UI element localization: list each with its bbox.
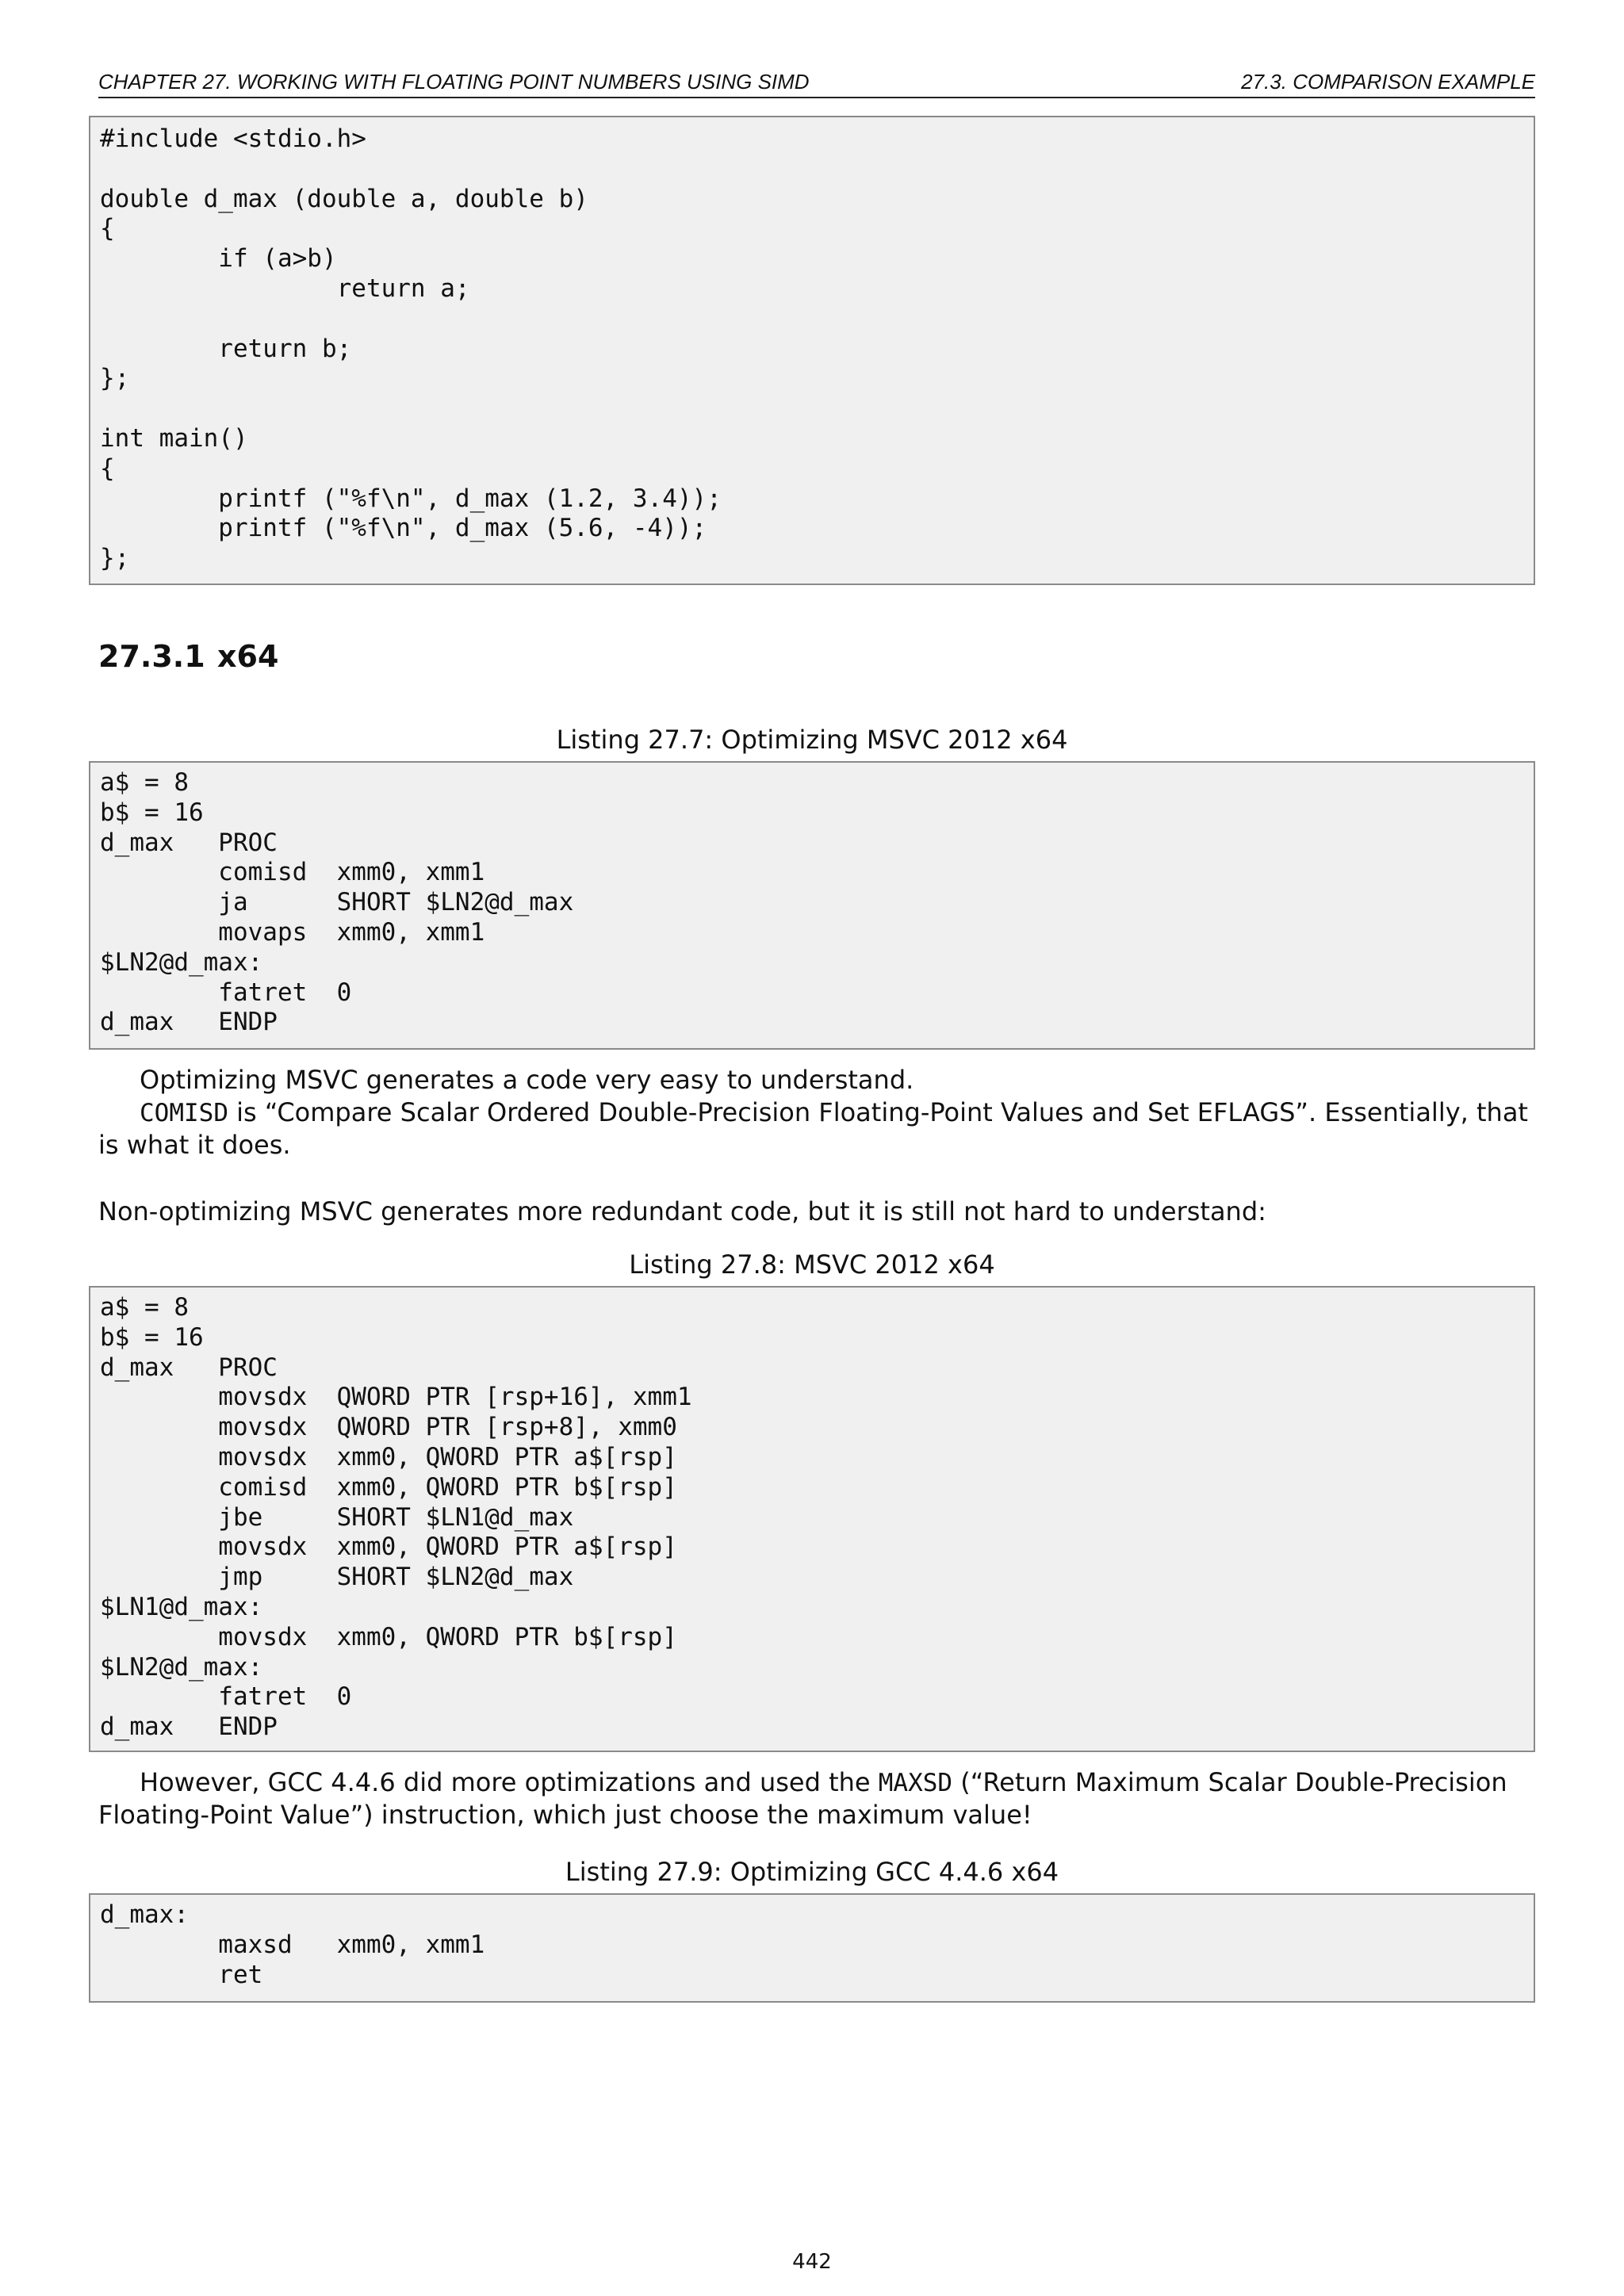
code-text: a$ = 8 b$ = 16 d_max PROC comisd xmm0, xmm1 ja SHORT $LN2@d_max movaps xmm0, xmm1 $LN2@d_max: fatret 0 d_max ENDP: [100, 768, 574, 1037]
code-block-listing-1: [89, 761, 1535, 1050]
inline-code-comisd: COMISD: [140, 1099, 228, 1127]
paragraph-3: Non-optimizing MSVC generates more redundant code, but it is still not hard to understand:: [98, 1196, 1266, 1226]
inline-code-maxsd: MAXSD: [878, 1769, 953, 1797]
paragraph-2: [98, 1096, 1535, 1161]
code-block-listing-2: [89, 1286, 1535, 1752]
code-block-listing-3: [89, 1893, 1535, 2003]
paragraph-4-before: However, GCC 4.4.6 did more optimizations and used the: [140, 1767, 879, 1797]
header-section: 27.3. COMPARISON EXAMPLE: [1241, 70, 1535, 94]
section-title: x64: [217, 639, 279, 674]
section-number: 27.3.1: [98, 639, 205, 674]
listing-caption-2: Listing 27.8: MSVC 2012 x64: [629, 1249, 995, 1280]
page-number: 442: [792, 2250, 832, 2274]
code-text: d_max: maxsd xmm0, xmm1 ret: [100, 1900, 485, 1989]
paragraph-4-after: (“Return Maximum Scalar Double-Precision Floating-Point Value”) instruction, which just choose the maximum value!: [98, 1767, 1507, 1830]
paragraph-1: Optimizing MSVC generates a code very easy to understand.: [140, 1065, 914, 1095]
paragraph-2-text: is “Compare Scalar Ordered Double-Precision Floating-Point Values and Set EFLAGS”. Essentially, that is what it does.: [98, 1097, 1528, 1160]
listing-caption-1: Listing 27.7: Optimizing MSVC 2012 x64: [556, 725, 1068, 755]
section-heading: [98, 639, 278, 674]
paragraph-4: [98, 1766, 1535, 1831]
running-header: [98, 67, 1535, 98]
code-block-c-source: [89, 116, 1535, 585]
code-text: a$ = 8 b$ = 16 d_max PROC movsdx QWORD PTR [rsp+16], xmm1 movsdx QWORD PTR [rsp+8], xmm0 movsdx xmm0, QWORD PTR a$[rsp] comisd xmm0, QWORD PTR b$[rsp] jbe SHORT $LN1@d_max movsdx xmm0, QWORD PTR a$[rsp] jmp SHORT $LN2@d_max $LN1@d_max: movsdx xmm0, QWORD PTR b$[rsp] $LN2@d_max: fatret 0 d_max ENDP: [100, 1293, 692, 1742]
header-chapter: CHAPTER 27. WORKING WITH FLOATING POINT NUMBERS USING SIMD: [98, 70, 810, 94]
code-text: #include <stdio.h> double d_max (double a, double b) { if (a>b) return a; return b; }; int main() { printf ("%f\n", d_max (1.2, 3.4)); printf ("%f\n", d_max (5.6, -4)); };: [100, 124, 722, 573]
listing-caption-3: Listing 27.9: Optimizing GCC 4.4.6 x64: [565, 1857, 1059, 1887]
